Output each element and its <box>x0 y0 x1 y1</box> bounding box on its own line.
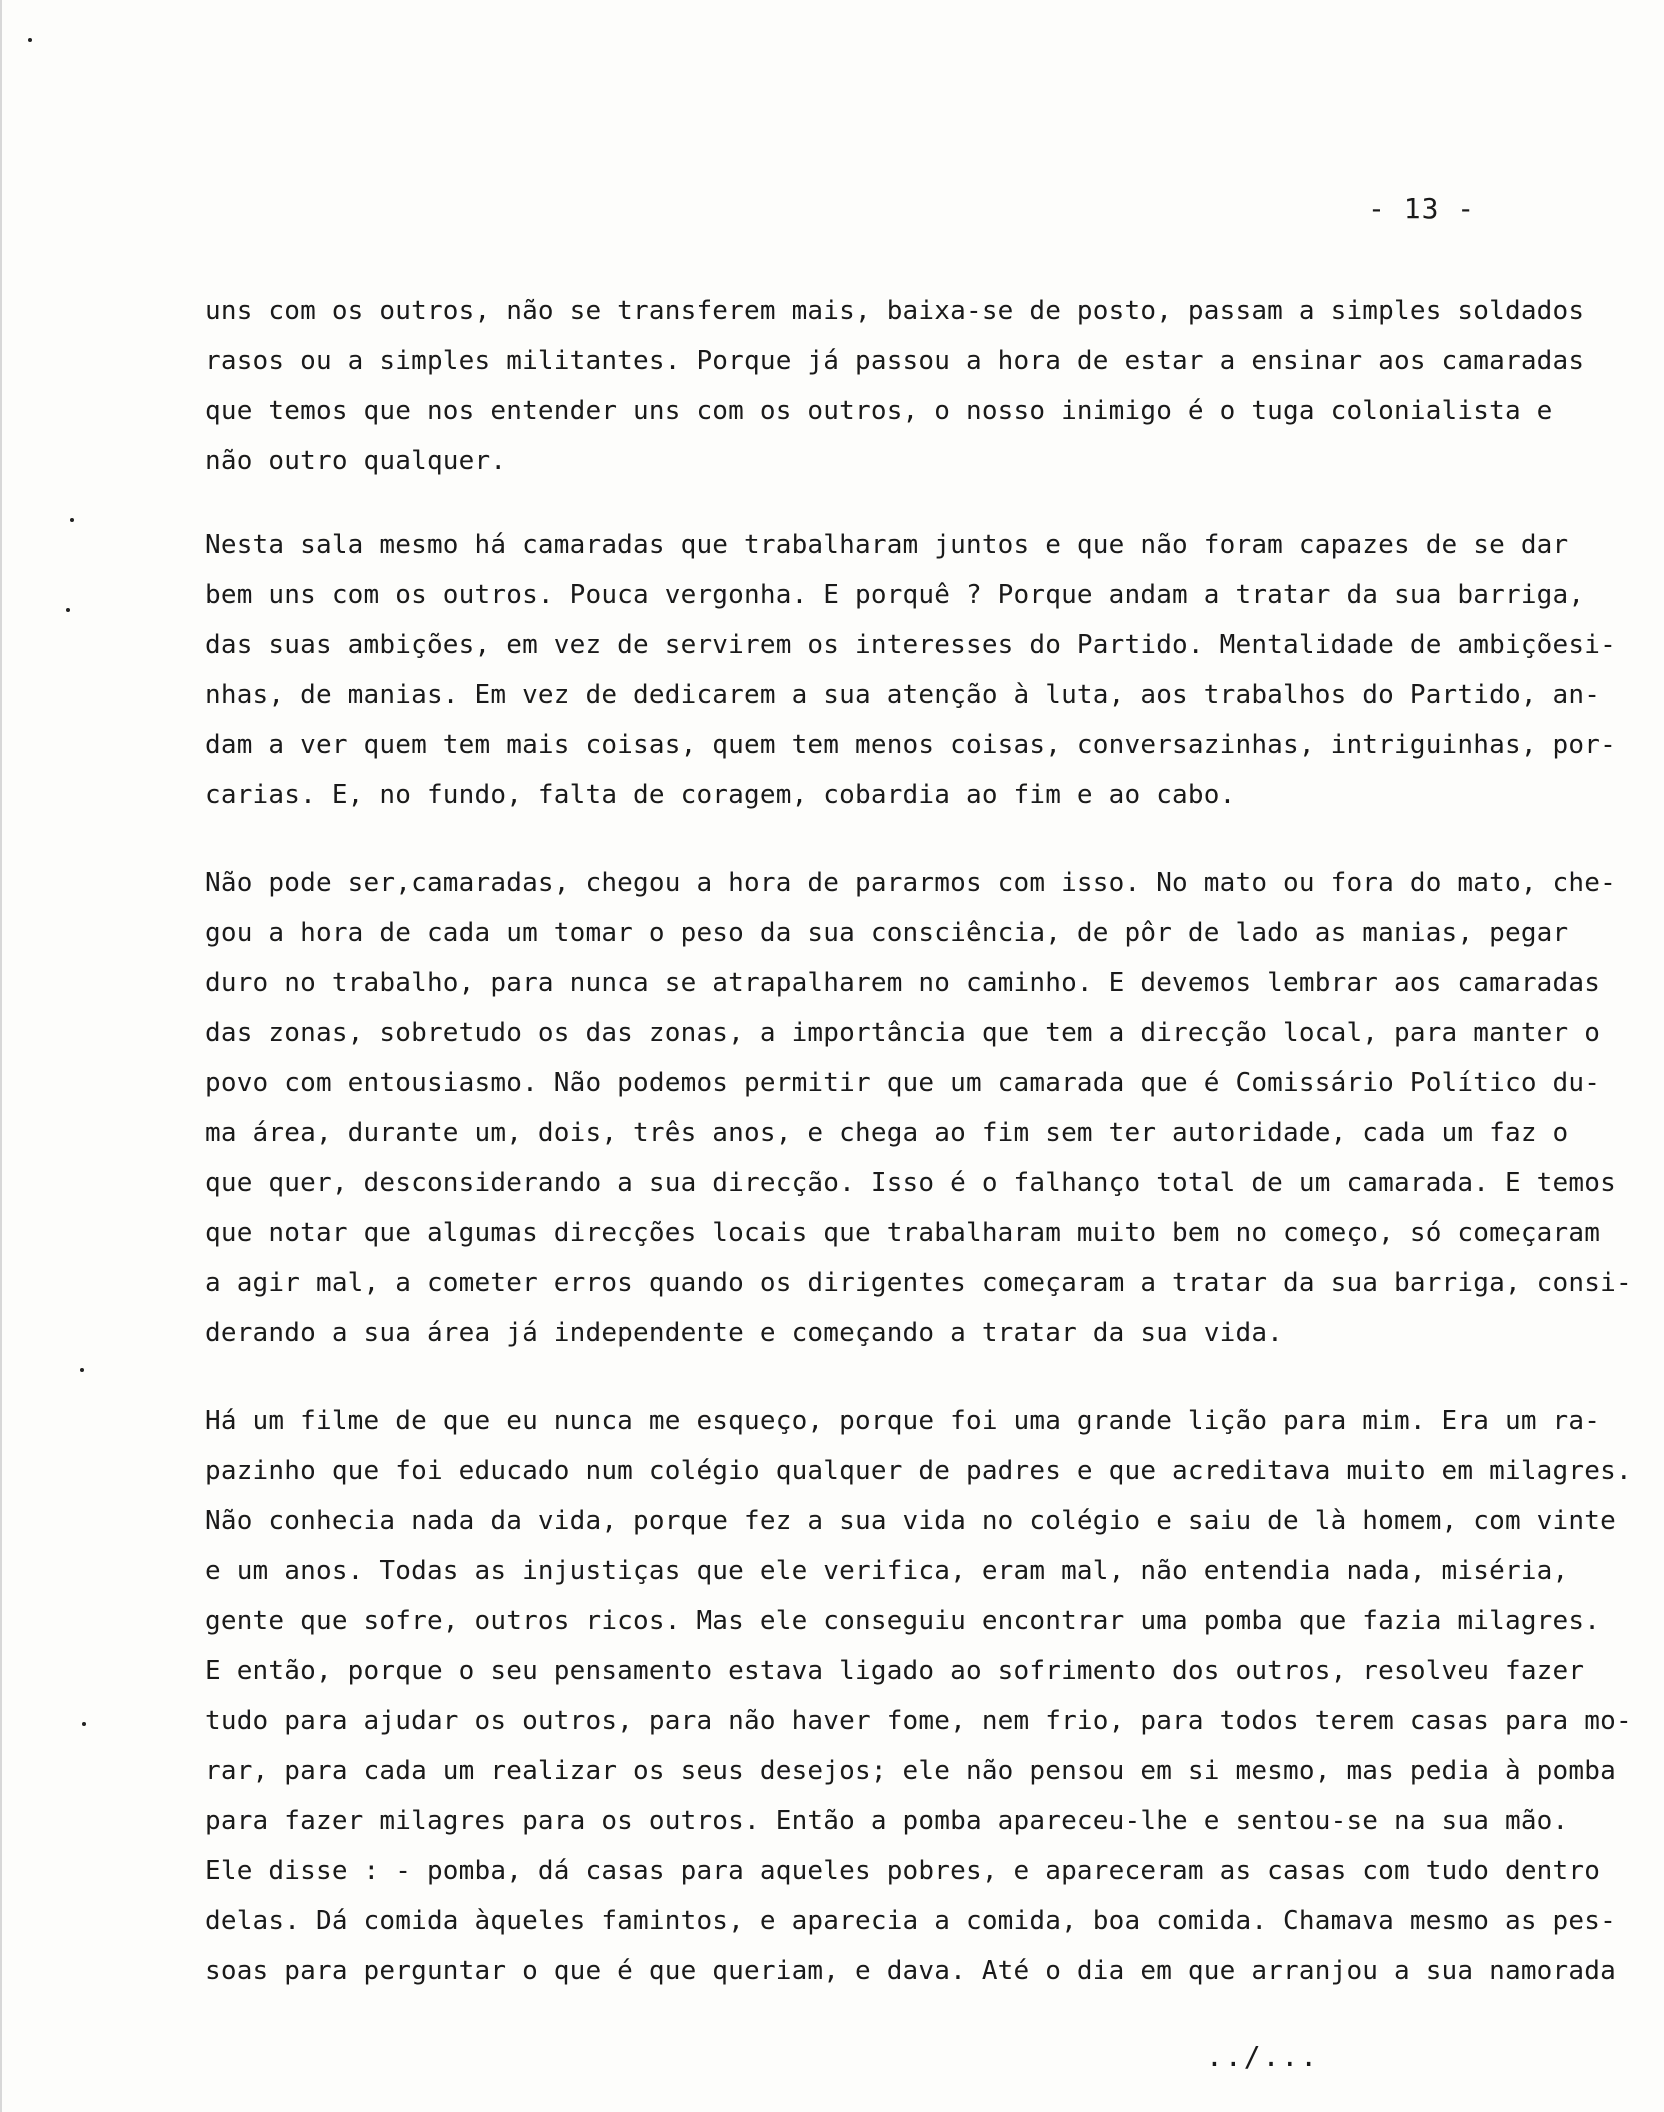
scan-speck <box>66 608 70 612</box>
text-line: das zonas, sobretudo os das zonas, a importância que tem a direcção local, para manter o <box>205 1018 1601 1048</box>
scan-speck <box>28 38 32 42</box>
text-line: uns com os outros, não se transferem mais, baixa-se de posto, passam a simples soldados <box>205 296 1585 326</box>
text-line: pazinho que foi educado num colégio qualquer de padres e que acreditava muito em milagres. <box>205 1456 1632 1486</box>
text-line: gou a hora de cada um tomar o peso da sua consciência, de pôr de lado as manias, pegar <box>205 918 1569 948</box>
text-line: não outro qualquer. <box>205 446 507 476</box>
paragraph-2 <box>205 520 1616 820</box>
text-line: a agir mal, a cometer erros quando os dirigentes começaram a tratar da sua barriga, consi- <box>205 1268 1632 1298</box>
text-line: duro no trabalho, para nunca se atrapalharem no caminho. E devemos lembrar aos camaradas <box>205 968 1601 998</box>
text-line: E então, porque o seu pensamento estava ligado ao sofrimento dos outros, resolveu fazer <box>205 1656 1585 1686</box>
text-line: Nesta sala mesmo há camaradas que trabalharam juntos e que não foram capazes de se dar <box>205 530 1569 560</box>
text-line: nhas, de manias. Em vez de dedicarem a sua atenção à luta, aos trabalhos do Partido, an- <box>205 680 1601 710</box>
paragraph-3 <box>205 858 1632 1358</box>
paragraph-4 <box>205 1396 1632 1996</box>
text-line: rasos ou a simples militantes. Porque já passou a hora de estar a ensinar aos camaradas <box>205 346 1585 376</box>
scan-speck <box>80 1368 84 1372</box>
text-line: que notar que algumas direcções locais que trabalharam muito bem no começo, só começaram <box>205 1218 1601 1248</box>
text-line: que quer, desconsiderando a sua direcção. Isso é o falhanço total de um camarada. E temos <box>205 1168 1616 1198</box>
text-line: ma área, durante um, dois, três anos, e chega ao fim sem ter autoridade, cada um faz o <box>205 1118 1569 1148</box>
text-line: tudo para ajudar os outros, para não haver fome, nem frio, para todos terem casas para mo- <box>205 1706 1632 1736</box>
scan-speck <box>70 518 74 522</box>
text-line: carias. E, no fundo, falta de coragem, cobardia ao fim e ao cabo. <box>205 780 1236 810</box>
text-line: Há um filme de que eu nunca me esqueço, porque foi uma grande lição para mim. Era um ra- <box>205 1406 1601 1436</box>
text-line: soas para perguntar o que é que queriam, e dava. Até o dia em que arranjou a sua namorada <box>205 1956 1616 1986</box>
text-line: Não conhecia nada da vida, porque fez a sua vida no colégio e saiu de là homem, com vinte <box>205 1506 1616 1536</box>
text-line: para fazer milagres para os outros. Então a pomba apareceu-lhe e sentou-se na sua mão. <box>205 1806 1569 1836</box>
text-line: dam a ver quem tem mais coisas, quem tem menos coisas, conversazinhas, intriguinhas, por- <box>205 730 1616 760</box>
text-line: bem uns com os outros. Pouca vergonha. E porquê ? Porque andam a tratar da sua barriga, <box>205 580 1585 610</box>
text-line: derando a sua área já independente e começando a tratar da sua vida. <box>205 1318 1284 1348</box>
page-left-edge <box>0 0 2 2112</box>
text-line: das suas ambições, em vez de servirem os interesses do Partido. Mentalidade de ambiçõesi- <box>205 630 1616 660</box>
paragraph-1 <box>205 286 1595 486</box>
text-line: povo com entousiasmo. Não podemos permitir que um camarada que é Comissário Político du- <box>205 1068 1601 1098</box>
text-line: gente que sofre, outros ricos. Mas ele conseguiu encontrar uma pomba que fazia milagres. <box>205 1606 1601 1636</box>
text-line: Ele disse : - pomba, dá casas para aqueles pobres, e apareceram as casas com tudo dentro <box>205 1856 1601 1886</box>
text-line: e um anos. Todas as injustiças que ele verifica, eram mal, não entendia nada, miséria, <box>205 1556 1569 1586</box>
page-number: - 13 - <box>1368 192 1476 225</box>
text-line: que temos que nos entender uns com os outros, o nosso inimigo é o tuga colonialista e <box>205 396 1553 426</box>
scan-speck <box>82 1722 86 1726</box>
text-line: delas. Dá comida àqueles famintos, e aparecia a comida, boa comida. Chamava mesmo as pes- <box>205 1906 1616 1936</box>
continuation-mark: ../... <box>1206 2040 1320 2073</box>
text-line: rar, para cada um realizar os seus desejos; ele não pensou em si mesmo, mas pedia à pomba <box>205 1756 1616 1786</box>
text-line: Não pode ser,camaradas, chegou a hora de pararmos com isso. No mato ou fora do mato, che- <box>205 868 1616 898</box>
